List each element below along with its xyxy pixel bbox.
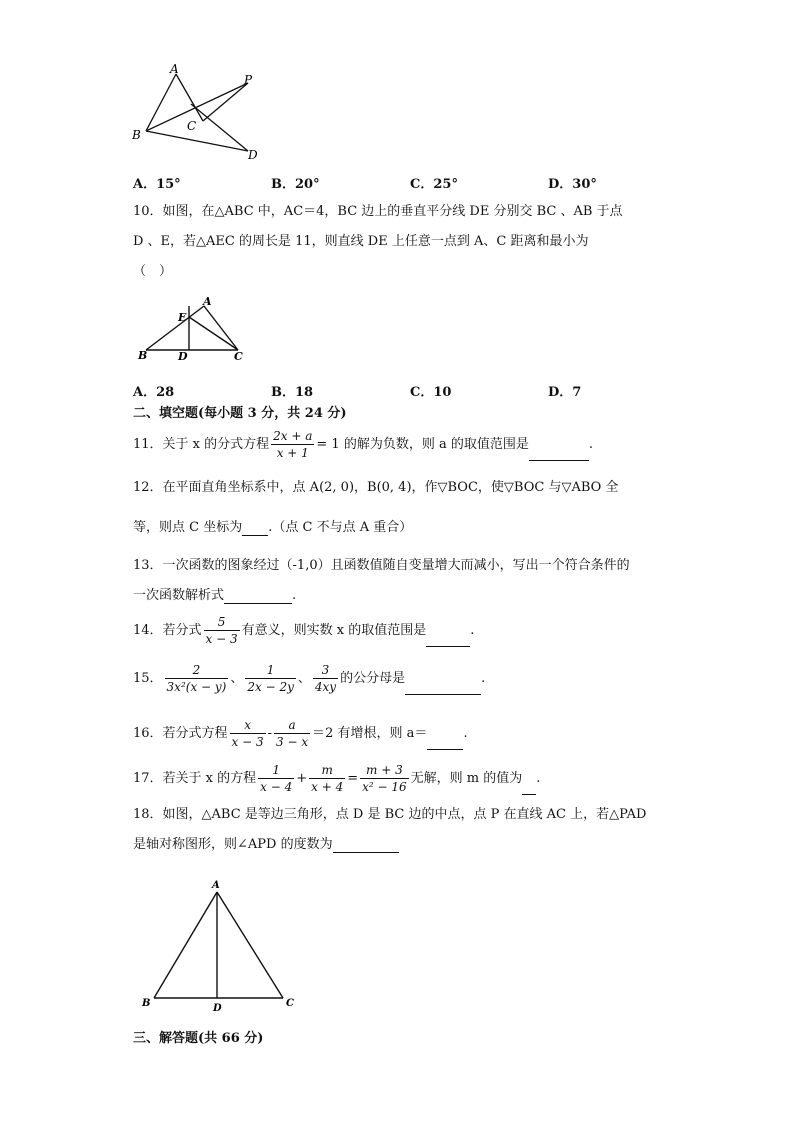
q13-line-1: 13．一次函数的图象经过（-1,0）且函数值随自变量增大而减小，写出一个符合条件的 <box>133 558 630 573</box>
fig10-label-D: D <box>178 350 188 363</box>
q15-f3-num: 3 <box>313 662 338 679</box>
q17-f1-num: 1 <box>258 762 294 779</box>
q12-line2-pre: 等，则点 C 坐标为 <box>133 520 243 535</box>
q12-answer-blank[interactable] <box>242 522 268 536</box>
q12-line2-post: .（点 C 不与点 A 重合） <box>268 520 413 535</box>
q10-line-1: 10．如图，在△ABC 中，AC＝4，BC 边上的垂直平分线 DE 分别交 BC 、AB 于点 <box>133 204 623 219</box>
q14 <box>133 614 474 647</box>
q10-line-3: （ ） <box>133 264 173 279</box>
q16-end: . <box>463 726 468 741</box>
q10-option-b[interactable]: B．18 <box>271 385 314 400</box>
section-3-heading: 三、解答题(共 66 分) <box>133 1031 264 1046</box>
q14-num: 5 <box>204 614 240 631</box>
q15-f2-den: 2x − 2y <box>247 680 294 694</box>
q15-answer-blank[interactable] <box>405 681 481 695</box>
q15-fraction-3 <box>313 662 338 695</box>
fig10-label-C: C <box>234 350 243 363</box>
q14-pre: 14．若分式 <box>133 623 202 638</box>
q17-f2-den: x + 4 <box>311 780 344 794</box>
q17-f3-den: x² − 16 <box>362 780 407 794</box>
q9-option-d[interactable]: D．30° <box>548 177 597 192</box>
fig18-label-C: C <box>286 998 294 1009</box>
q17-end: . <box>536 771 541 786</box>
fig10-label-E: E <box>178 311 187 324</box>
q12-line-2 <box>133 520 412 536</box>
figure-q10 <box>134 292 254 364</box>
q17-f1-den: x − 4 <box>260 780 293 794</box>
q11-fraction <box>271 428 314 461</box>
q11-end: . <box>588 437 593 452</box>
q17-plus: + <box>296 771 308 786</box>
q16-f1-num: x <box>230 717 266 734</box>
q17-post: 无解，则 m 的值为 <box>410 771 523 786</box>
q13-line-2 <box>133 588 296 604</box>
fig9-label-D: D <box>248 148 258 162</box>
q13-line2-post: . <box>292 588 297 603</box>
q15-fraction-1 <box>165 662 229 695</box>
fig9-label-P: P <box>244 73 253 87</box>
q14-post: 有意义，则实数 x 的取值范围是 <box>241 623 427 638</box>
fig9-label-A: A <box>170 62 179 76</box>
q14-fraction <box>204 614 240 647</box>
q11-pre: 11．关于 x 的分式方程 <box>133 437 270 452</box>
q11-post: = 1 的解为负数，则 a 的取值范围是 <box>316 437 529 452</box>
q17-answer-blank[interactable] <box>522 781 536 795</box>
fig9-label-B: B <box>132 128 141 142</box>
fig18-label-A: A <box>212 880 220 891</box>
q16-post: ＝2 有增根，则 a＝ <box>312 726 428 741</box>
q17-f3-num: m + 3 <box>360 762 409 779</box>
q11-answer-blank[interactable] <box>529 447 589 461</box>
q15-sep-1: 、 <box>230 671 244 686</box>
fig10-label-B: B <box>138 349 148 362</box>
q16-fraction-1 <box>230 717 266 750</box>
q17-eq: = <box>347 771 359 786</box>
q15-f3-den: 4xy <box>314 680 337 694</box>
q17 <box>133 762 540 795</box>
q16-f2-den: 3 − x <box>276 735 309 749</box>
q9-option-b[interactable]: B．20° <box>271 177 320 192</box>
q9-option-a[interactable]: A．15° <box>133 177 181 192</box>
q17-fraction-3 <box>360 762 409 795</box>
q13-answer-blank[interactable] <box>224 590 292 604</box>
fig10-label-A: A <box>203 295 212 308</box>
q13-line2-pre: 一次函数解析式 <box>133 588 225 603</box>
q15-sep-2: 、 <box>297 671 311 686</box>
q16-answer-blank[interactable] <box>427 736 463 750</box>
q17-fraction-2 <box>309 762 345 795</box>
q10-line-2: D 、E，若△AEC 的周长是 11，则直线 DE 上任意一点到 A、C 距离和最小为 <box>133 234 589 249</box>
q16-minus: - <box>267 726 273 741</box>
q9-option-c[interactable]: C．25° <box>410 177 458 192</box>
q17-f2-num: m <box>309 762 345 779</box>
fig18-label-B: B <box>142 998 151 1009</box>
q18-line-1: 18．如图，△ABC 是等边三角形，点 D 是 BC 边的中点，点 P 在直线 AC 上，若△PAD <box>133 807 647 822</box>
fig18-label-D: D <box>213 1003 222 1014</box>
figure-q9 <box>128 58 268 162</box>
q15-pre: 15． <box>133 671 163 686</box>
q16-pre: 16．若分式方程 <box>133 726 228 741</box>
q14-answer-blank[interactable] <box>426 633 470 647</box>
q10-option-c[interactable]: C．10 <box>410 385 452 400</box>
q16 <box>133 717 468 750</box>
q18-line2-text: 是轴对称图形，则∠APD 的度数为 <box>133 837 333 852</box>
q15 <box>133 662 485 695</box>
q17-pre: 17．若关于 x 的方程 <box>133 771 257 786</box>
q17-fraction-1 <box>258 762 294 795</box>
figure-q18 <box>138 874 300 1014</box>
q10-option-a[interactable]: A．28 <box>133 385 175 400</box>
q15-post: 的公分母是 <box>340 671 406 686</box>
section-2-heading: 二、填空题(每小题 3 分，共 24 分) <box>133 406 347 421</box>
q16-f2-num: a <box>274 717 310 734</box>
q11-num: 2x + a <box>273 429 313 443</box>
q15-f1-num: 2 <box>165 662 229 679</box>
q15-f1-den: 3x²(x − y) <box>166 680 227 694</box>
q11-den: x + 1 <box>276 446 309 460</box>
q11 <box>133 428 593 461</box>
q16-f1-den: x − 3 <box>231 735 264 749</box>
q15-f2-num: 1 <box>245 662 296 679</box>
fig9-label-C: C <box>187 119 197 133</box>
q12-line-1: 12．在平面直角坐标系中，点 A(2, 0)，B(0, 4)，作▽BOC，使▽BOC 与▽ABO 全 <box>133 480 619 495</box>
q14-den: x − 3 <box>205 632 238 646</box>
q18-answer-blank[interactable] <box>333 839 399 853</box>
q10-option-d[interactable]: D．7 <box>548 385 582 400</box>
q14-end: . <box>470 623 475 638</box>
q15-fraction-2 <box>245 662 296 695</box>
q15-end: . <box>481 671 486 686</box>
q18-line-2 <box>133 837 399 853</box>
q16-fraction-2 <box>274 717 310 750</box>
